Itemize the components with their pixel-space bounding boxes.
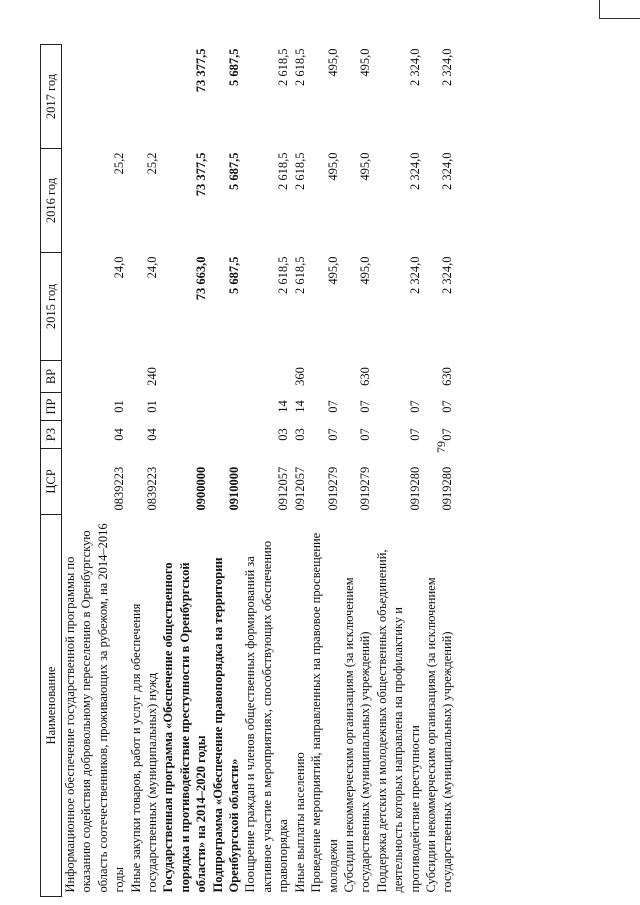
header-2015: 2015 год [41, 253, 62, 361]
cell-2017 [62, 45, 128, 149]
table-row [242, 45, 291, 897]
header-vr: ВР [41, 361, 62, 393]
cell-name: Информационное обеспечение государственной программы по оказанию содействия добровольному переселению в Оренбургскую область соотечественников, проживающих за рубежом, на 2014–2016 годы [63, 523, 127, 893]
cell-csr: 0912057 [276, 466, 291, 511]
cell-2016: 495,0 [325, 152, 340, 181]
cell-pr: 07 [325, 400, 340, 413]
budget-table [40, 44, 456, 897]
cell-csr: 0919279 [358, 466, 373, 511]
cell-2016: 73 377,5 [194, 152, 209, 197]
cell-csr: 0919280 [440, 466, 455, 511]
header-rz: РЗ [41, 421, 62, 449]
cell-2015: 2 324,0 [407, 256, 422, 294]
cell-2017: 495,0 [358, 48, 373, 77]
cell-2015: 495,0 [325, 256, 340, 285]
cell-2016: 5 687,5 [227, 152, 242, 190]
cell-2017: 2 324,0 [407, 48, 422, 86]
table-row [210, 45, 243, 897]
cell-csr: 0900000 [194, 466, 209, 511]
cell-2017: 2 618,5 [276, 48, 291, 86]
cell-csr: 0912057 [292, 466, 307, 511]
header-csr: ЦСР [41, 449, 62, 515]
cell-2015: 73 663,0 [194, 256, 209, 301]
cell-vr [242, 361, 291, 393]
cell-2016: 25,2 [145, 152, 160, 175]
cell-csr: 0910000 [227, 466, 242, 511]
table-row [308, 45, 341, 897]
cell-2017: 495,0 [325, 48, 340, 77]
cell-vr [62, 361, 128, 393]
cell-2016: 2 618,5 [292, 152, 307, 190]
cell-2015: 24,0 [112, 256, 127, 279]
cell-2016: 2 324,0 [440, 152, 455, 190]
cell-name: Государственная программа «Обеспечение общественного порядка и противодействие преступности в Оренбургской области» на 2014–2020 годы [161, 562, 209, 893]
header-name: Наименование [41, 515, 62, 897]
cell-csr: 0839223 [112, 466, 127, 511]
table-row [62, 45, 128, 897]
cell-csr: 0919279 [325, 466, 340, 511]
cell-pr [160, 393, 209, 421]
cell-vr [210, 361, 243, 393]
cell-rz [210, 421, 243, 449]
cell-vr [160, 361, 209, 393]
cell-2015: 2 618,5 [292, 256, 307, 294]
cell-2015: 495,0 [358, 256, 373, 285]
cell-vr: 360 [292, 367, 307, 386]
cell-vr: 240 [145, 367, 160, 386]
cell-vr [374, 361, 423, 393]
cell-2017: 2 618,5 [292, 48, 307, 86]
table-row [374, 45, 423, 897]
header-2017: 2017 год [41, 45, 62, 149]
cell-2016: 495,0 [358, 152, 373, 181]
page-number: 79 [434, 441, 448, 453]
cell-2015: 2 618,5 [276, 256, 291, 294]
table-row [423, 45, 456, 897]
cell-rz: 04 [145, 428, 160, 441]
header-pr: ПР [41, 393, 62, 421]
cell-name: Иные закупки товаров, работ и услуг для обеспечения государственных (муниципальных) нужд [128, 603, 160, 893]
cell-2015: 24,0 [145, 256, 160, 279]
table-row [292, 45, 308, 897]
cell-pr [210, 393, 243, 421]
table-header-row [41, 45, 62, 897]
cell-rz: 03 [276, 428, 291, 441]
cell-2017: 2 324,0 [440, 48, 455, 86]
cell-rz: 03 [292, 428, 307, 441]
cell-csr: 0919280 [407, 466, 422, 511]
cell-rz [160, 421, 209, 449]
cell-2015: 5 687,5 [227, 256, 242, 294]
cell-vr: 630 [358, 367, 373, 386]
cell-2017 [128, 45, 161, 149]
cell-vr: 630 [440, 367, 455, 386]
cell-name: Поддержка детских и молодежных общественных объединений, деятельность которых направлена на профилактику и противодействие преступности [374, 549, 422, 893]
cell-2017: 5 687,5 [227, 48, 242, 86]
cell-vr [308, 361, 341, 393]
cell-pr: 14 [276, 400, 291, 413]
cell-pr: 07 [407, 400, 422, 413]
cell-pr: 14 [292, 400, 307, 413]
cell-pr: 07 [358, 400, 373, 413]
cell-pr: 07 [440, 400, 455, 413]
cell-2016: 25,2 [112, 152, 127, 175]
cell-rz: 07 [358, 428, 373, 441]
cell-name: Проведение мероприятий, направленных на правовое просвещение молодежи [309, 532, 340, 893]
table-row [128, 45, 161, 897]
cell-rz: 04 [112, 428, 127, 441]
cell-name: Субсидии некоммерческим организациям (за исключением государственных (муниципальных) учреждений) [341, 577, 373, 893]
cell-csr: 0839223 [145, 466, 160, 511]
cell-name: Поощрение граждан и членов общественных формирований за активное участие в мероприятиях, способствующих обеспечению правопорядка [243, 540, 291, 893]
cell-2016: 2 324,0 [407, 152, 422, 190]
cell-name: Субсидии некоммерческим организациям (за исключением государственных (муниципальных) учреждений) [423, 577, 455, 893]
cell-2017: 73 377,5 [194, 48, 209, 93]
cell-name: Подпрограмма «Обеспечение правопорядка на территории Оренбургской области» [210, 557, 242, 893]
cell-name: Иные выплаты населению [292, 752, 307, 893]
cell-pr: 01 [112, 400, 127, 413]
table-body [62, 45, 456, 897]
cell-2016: 2 618,5 [276, 152, 291, 190]
cell-rz: 07 [325, 428, 340, 441]
cell-rz: 07 [440, 428, 455, 441]
table-row [160, 45, 209, 897]
cell-2015: 2 324,0 [440, 256, 455, 294]
table-row [341, 45, 374, 897]
header-2016: 2016 год [41, 149, 62, 253]
cell-pr: 01 [145, 400, 160, 413]
cell-rz: 07 [407, 428, 422, 441]
